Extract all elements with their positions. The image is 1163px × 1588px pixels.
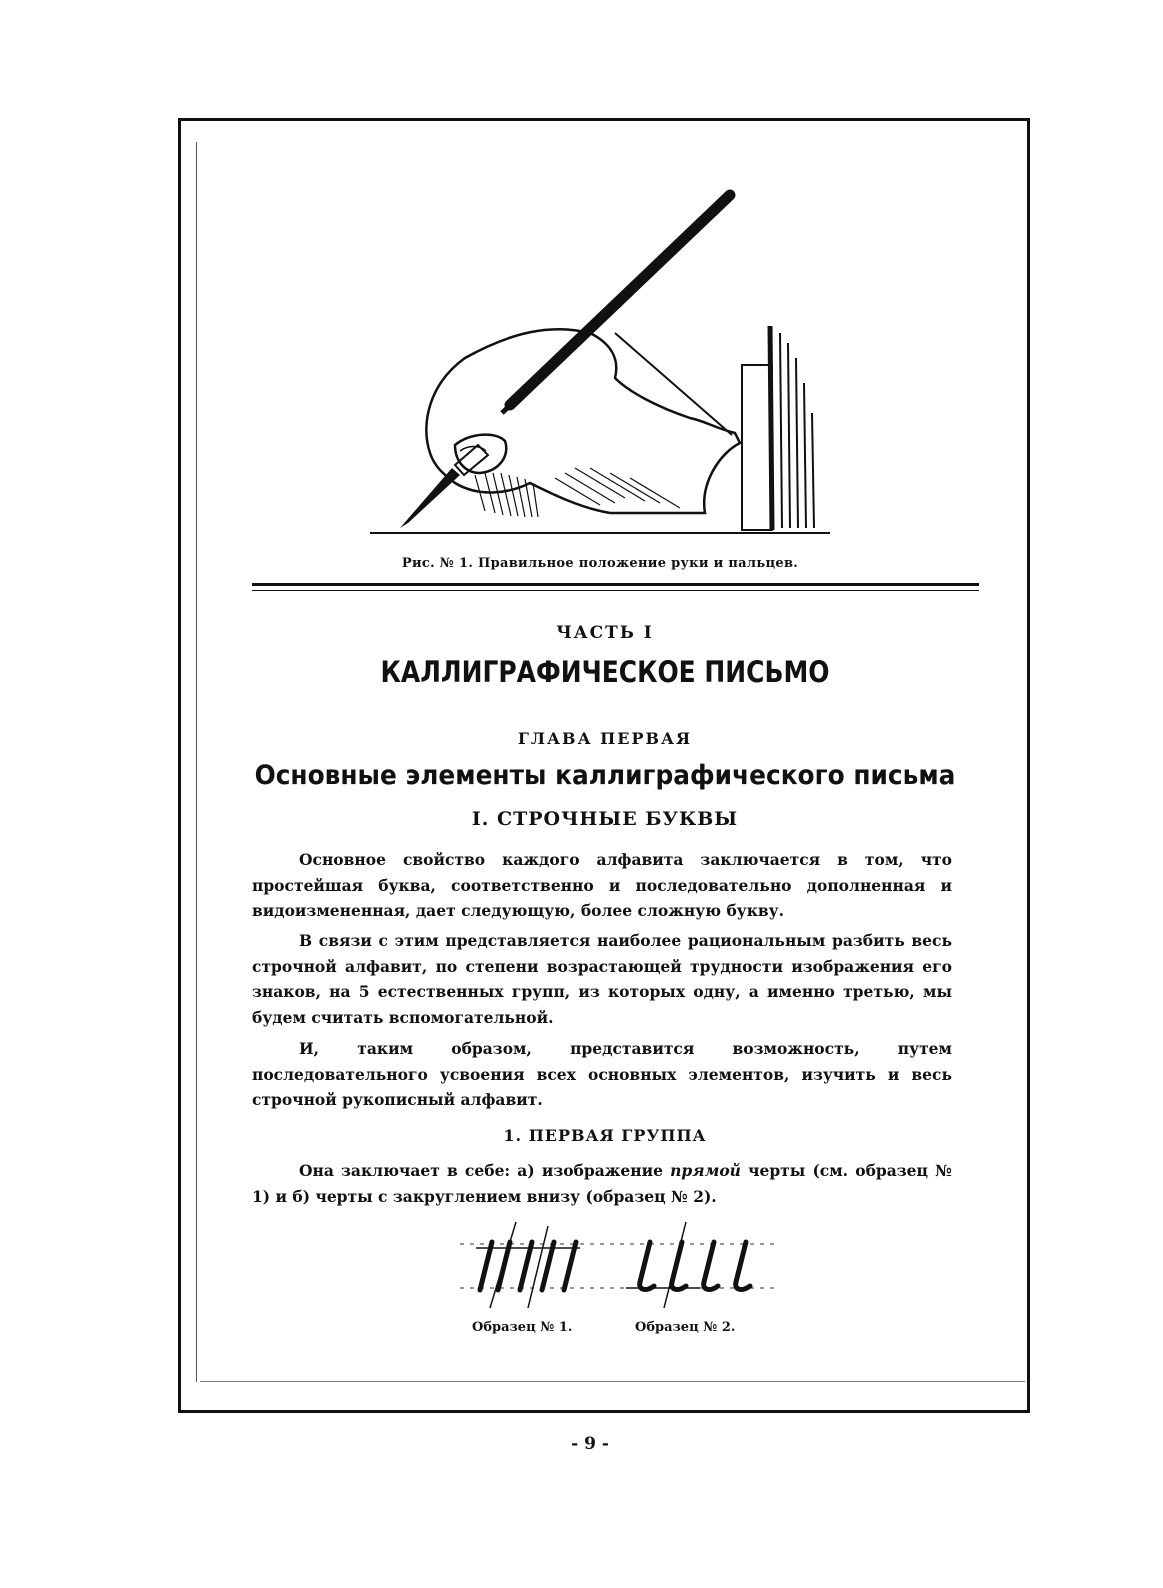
figure-caption: Рис. № 1. Правильное положение руки и пальцев.: [401, 556, 799, 571]
chapter-label: ГЛАВА ПЕРВАЯ: [517, 729, 693, 748]
part-title: КАЛЛИГРАФИЧЕСКОЕ ПИСЬМО: [380, 655, 830, 689]
group-title: 1. ПЕРВАЯ ГРУППА: [503, 1126, 707, 1145]
page-number: - 9 -: [571, 1434, 609, 1454]
hand-holding-pen-illustration: [360, 183, 850, 545]
group-text-before: Она заключает в себе: а) изображение: [299, 1161, 671, 1180]
part-label: ЧАСТЬ I: [556, 623, 654, 643]
handwriting-samples: [450, 1216, 790, 1316]
section-title: I. СТРОЧНЫЕ БУКВЫ: [471, 808, 739, 830]
group-text-emphasis: прямой: [670, 1161, 741, 1180]
section-divider-thin: [252, 590, 979, 591]
group-paragraph: [252, 1158, 952, 1209]
sample-2-caption: Образец № 2.: [635, 1320, 736, 1335]
paragraph-2: В связи с этим представляется наиболее рациональным разбить весь строчной алфавит, по степени возрастающей трудности изображения его знаков, на 5 естественных групп, из которых одну, а именно третью, мы будем считать вспомогательной.: [252, 931, 952, 1027]
inner-bottom-rule: [200, 1381, 1025, 1382]
paragraph-3: И, таким образом, представится возможность, путем последовательного усвоения всех основных элементов, изучить и весь строчной рукописный алфавит.: [252, 1039, 952, 1110]
paragraph-1: Основное свойство каждого алфавита заключается в том, что простейшая буква, соответственно и последовательно дополненная и видоизмененная, дает следующую, более сложную букву.: [252, 850, 952, 921]
section-divider-thick: [252, 583, 979, 586]
group-text-after: черты (см. образец № 1) и б) черты с закруглением внизу (образец № 2).: [252, 1161, 952, 1206]
chapter-title: Основные элементы каллиграфического письма: [254, 760, 956, 791]
sample-1-caption: Образец № 1.: [472, 1320, 573, 1335]
inner-left-rule: [196, 142, 197, 1382]
